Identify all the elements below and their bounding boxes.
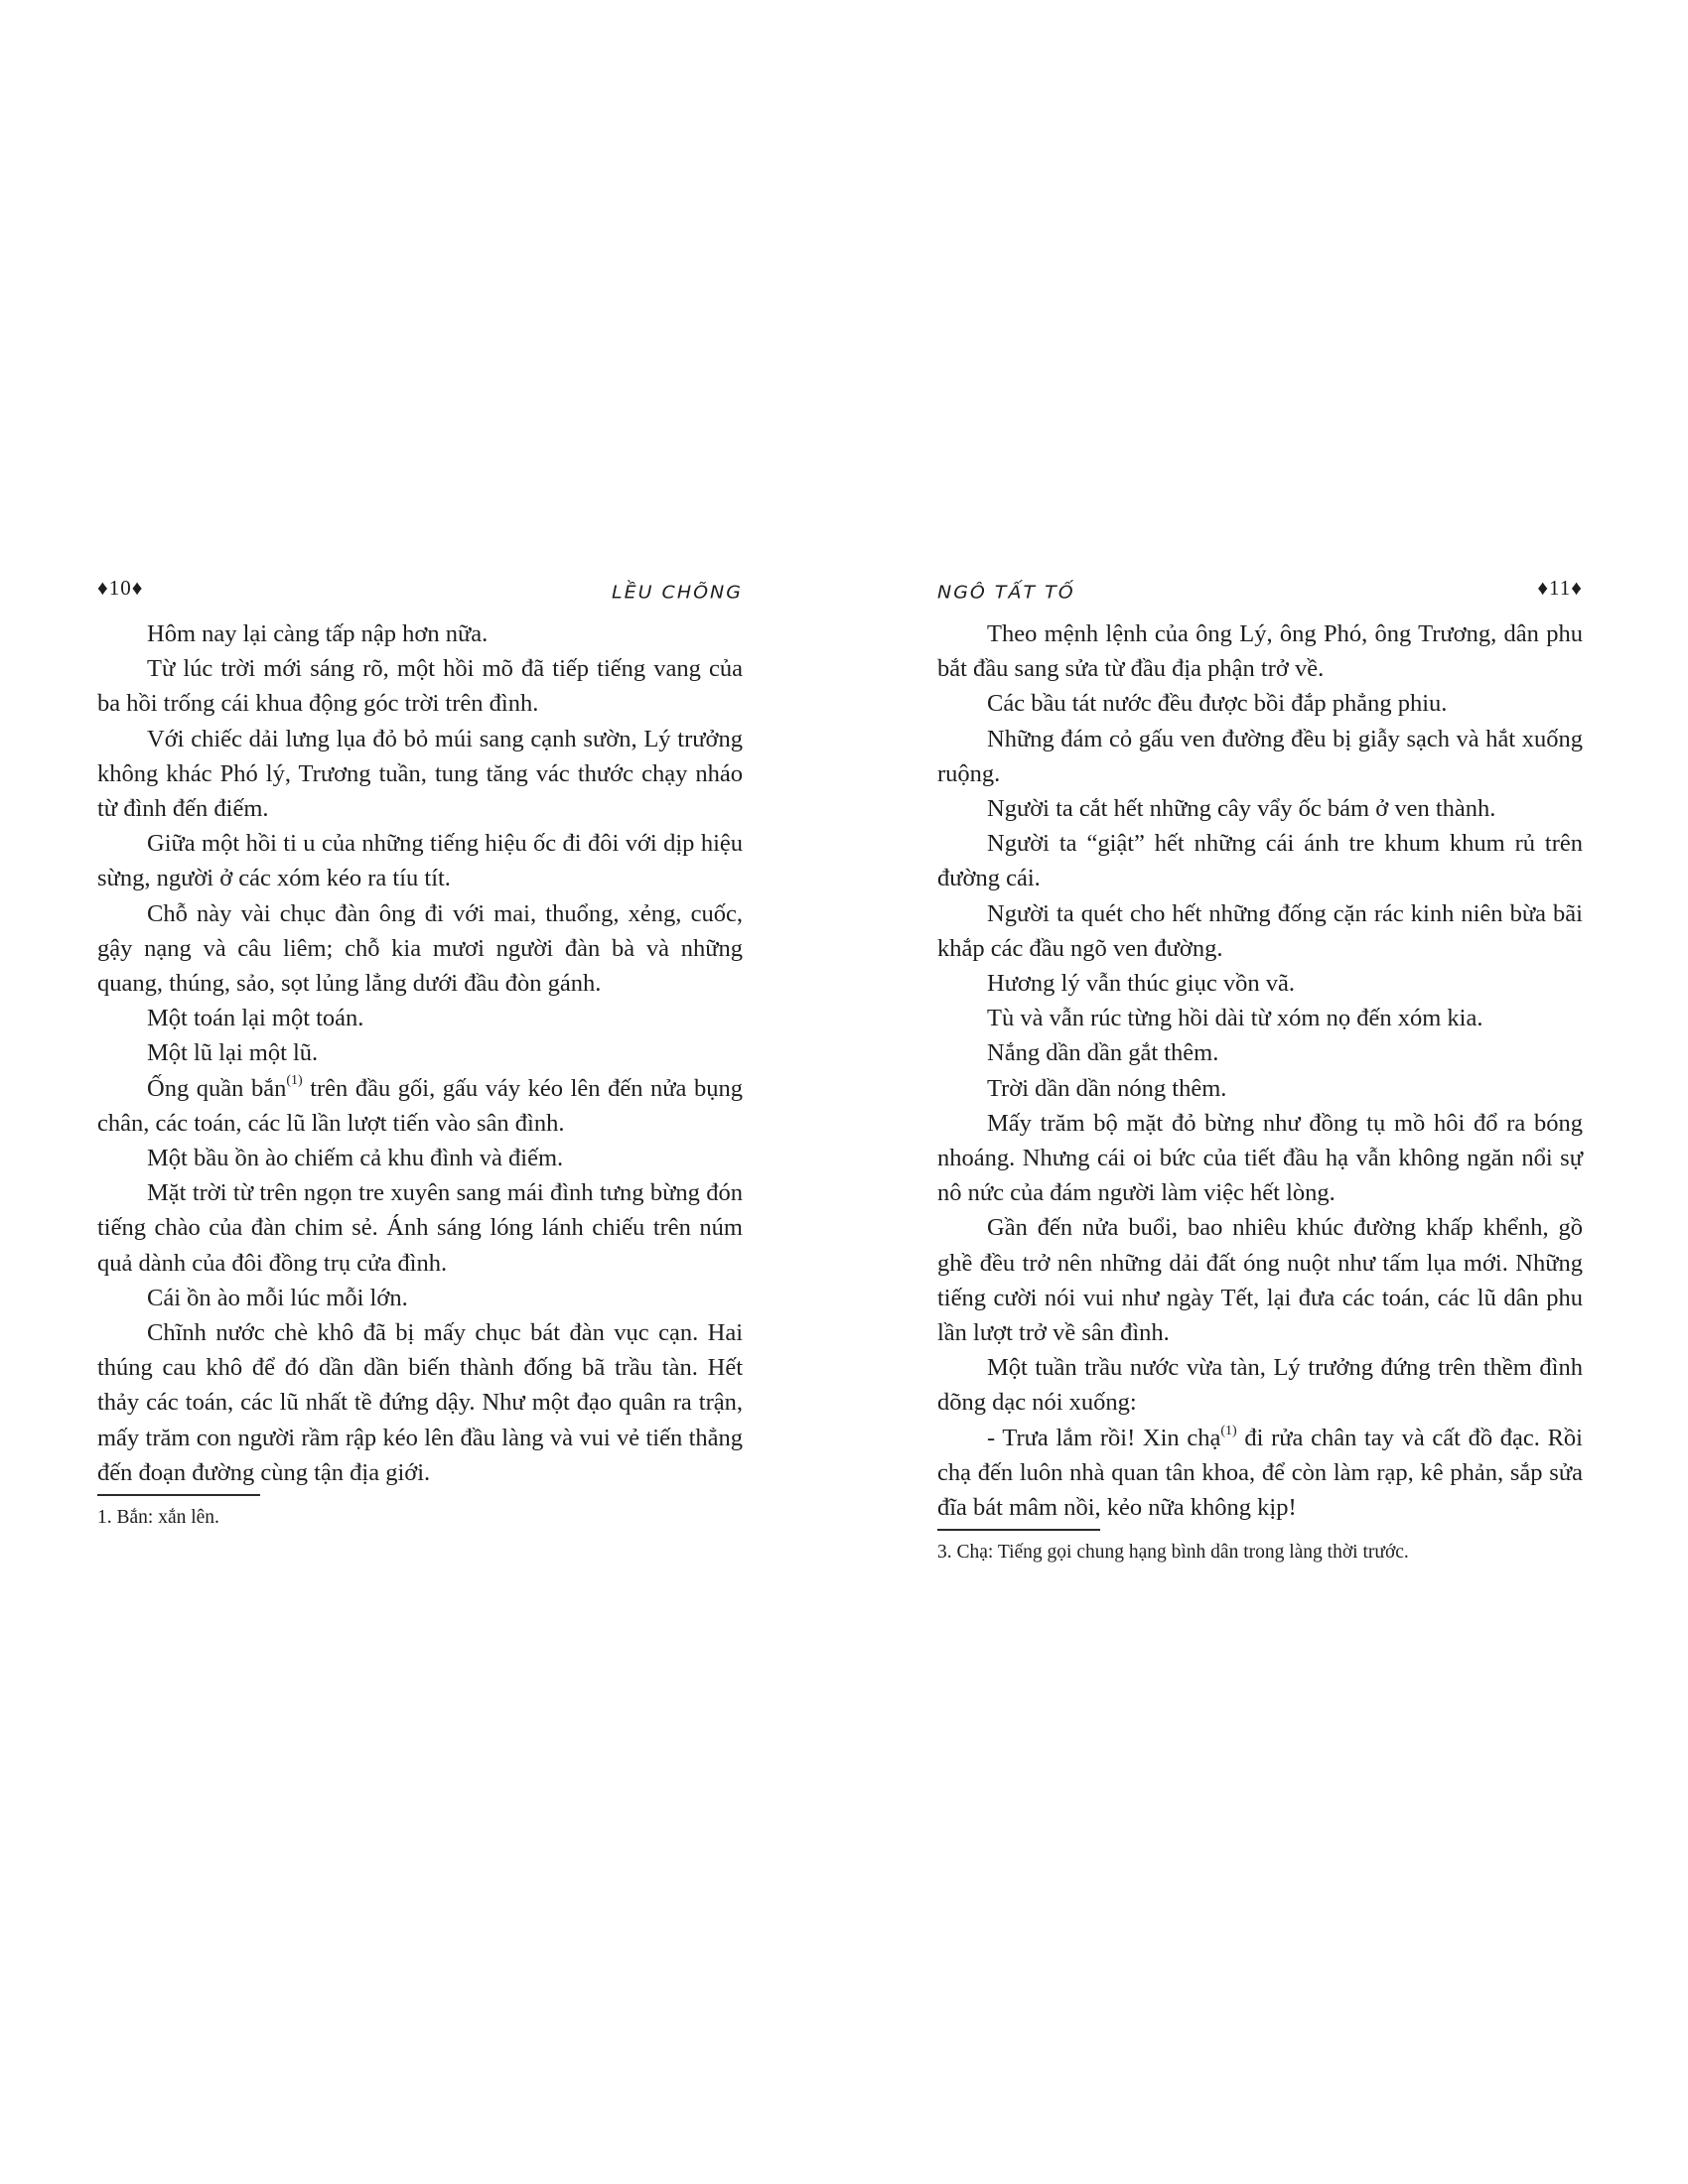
footnote-marker: (1) — [1220, 1423, 1237, 1438]
paragraph-text: Ống quần bắn — [147, 1074, 287, 1102]
paragraph: Từ lúc trời mới sáng rõ, một hồi mõ đã tiếp tiếng vang của ba hồi trống cái khua động góc trời trên đình. — [97, 655, 743, 718]
paragraph: Mấy trăm bộ mặt đỏ bừng như đồng tụ mồ hôi đổ ra bóng nhoáng. Nhưng cái oi bức của tiết đầu hạ vẫn không ngăn nổi sự nô nức của đám người làm việc hết lòng. — [937, 1109, 1583, 1207]
paragraph: Mặt trời từ trên ngọn tre xuyên sang mái đình tưng bừng đón tiếng chào của đàn chim sẻ. Ánh sáng lóng lánh chiếu trên núm quả dành của đôi đồng trụ cửa đình. — [97, 1179, 743, 1277]
footnote: 3. Chạ: Tiếng gọi chung hạng bình dân trong làng thời trước. — [937, 1542, 1409, 1564]
paragraph-text: - Trưa lắm rồi! Xin chạ — [987, 1424, 1221, 1451]
paragraph: Giữa một hồi ti u của những tiếng hiệu ốc đi đôi với dịp hiệu sừng, người ở các xóm kéo ra tíu tít. — [97, 830, 743, 892]
paragraph-text: trên đầu gối, gấu váy kéo lên đến nửa bụng chân, các toán, các lũ lần lượt tiến vào sân đình. — [97, 1074, 743, 1137]
paragraph: Hương lý vẫn thúc giục vồn vã. — [987, 970, 1295, 998]
page-number: ♦11♦ — [1537, 576, 1583, 600]
paragraph: Theo mệnh lệnh của ông Lý, ông Phó, ông Trương, dân phu bắt đầu sang sửa từ đầu địa phận trở về. — [937, 620, 1583, 683]
footnote-divider — [97, 1494, 260, 1496]
paragraph: Gần đến nửa buổi, bao nhiêu khúc đường khấp khểnh, gồ ghề đều trở nên những dải đất óng nuột như tấm lụa mới. Những tiếng cười nói vui như ngày Tết, lại đưa các toán, các lũ dân phu lần lượt trở về sân đình. — [937, 1214, 1583, 1347]
page-number: ♦10♦ — [97, 576, 144, 600]
paragraph: Một tuần trầu nước vừa tàn, Lý trưởng đứng trên thềm đình dõng dạc nói xuống: — [937, 1354, 1583, 1417]
paragraph: Người ta cắt hết những cây vẩy ốc bám ở ven thành. — [987, 795, 1496, 823]
paragraph: Hôm nay lại càng tấp nập hơn nữa. — [147, 620, 489, 647]
paragraph: Chỗ này vài chục đàn ông đi với mai, thuổng, xẻng, cuốc, gậy nạng và câu liêm; chỗ kia mươi người đàn bà và những quang, thúng, sảo, sọt lủng lẳng dưới đầu đòn gánh. — [97, 899, 743, 998]
paragraph: Cái ồn ào mỗi lúc mỗi lớn. — [147, 1284, 408, 1311]
footnote-marker: (1) — [286, 1073, 303, 1089]
paragraph — [97, 1071, 743, 1141]
paragraph-text: đi rửa chân tay và cất đồ đạc. Rồi chạ đến luôn nhà quan tân khoa, để còn làm rạp, kê phản, sắp sửa đĩa bát mâm nồi, kẻo nữa không kịp! — [937, 1424, 1583, 1522]
running-title: NGÔ TẤT TỐ — [937, 582, 1075, 604]
paragraph: Nắng dần dần gắt thêm. — [987, 1039, 1219, 1067]
paragraph: Những đám cỏ gấu ven đường đều bị giẫy sạch và hắt xuống ruộng. — [937, 725, 1583, 787]
paragraph: Một toán lại một toán. — [147, 1005, 364, 1032]
left-page — [97, 576, 743, 1531]
left-running-header — [97, 576, 743, 606]
paragraph: Một bầu ồn ào chiếm cả khu đình và điếm. — [147, 1145, 564, 1172]
paragraph: Tù và vẫn rúc từng hồi dài từ xóm nọ đến xóm kia. — [987, 1005, 1483, 1032]
left-body-text — [97, 616, 743, 1490]
right-running-header — [937, 576, 1583, 606]
footnote-divider — [937, 1529, 1100, 1531]
paragraph: Trời dần dần nóng thêm. — [987, 1074, 1227, 1102]
paragraph — [937, 1421, 1583, 1526]
paragraph: Các bầu tát nước đều được bồi đắp phẳng phiu. — [987, 690, 1448, 718]
running-title: LỀU CHÕNG — [612, 582, 743, 604]
paragraph: Chĩnh nước chè khô đã bị mấy chục bát đàn vục cạn. Hai thúng cau khô để đó dần dần biến thành đống bã trầu tàn. Hết thảy các toán, các lũ nhất tề đứng dậy. Như một đạo quân ra trận, mấy trăm con người rầm rập kéo lên đầu làng và vui vẻ tiến thẳng đến đoạn đường cùng tận địa giới. — [97, 1319, 743, 1486]
paragraph: Người ta “giật” hết những cái ánh tre khum khum rủ trên đường cái. — [937, 830, 1583, 892]
paragraph: Với chiếc dải lưng lụa đỏ bỏ múi sang cạnh sườn, Lý trưởng không khác Phó lý, Trương tuần, tung tăng vác thước chạy nháo từ đình đến điếm. — [97, 725, 743, 823]
footnote: 1. Bắn: xắn lên. — [97, 1507, 219, 1529]
right-body-text — [937, 616, 1583, 1525]
paragraph: Người ta quét cho hết những đống cặn rác kinh niên bừa bãi khắp các đầu ngõ ven đường. — [937, 899, 1583, 962]
paragraph: Một lũ lại một lũ. — [147, 1039, 319, 1067]
right-page — [937, 576, 1583, 1566]
